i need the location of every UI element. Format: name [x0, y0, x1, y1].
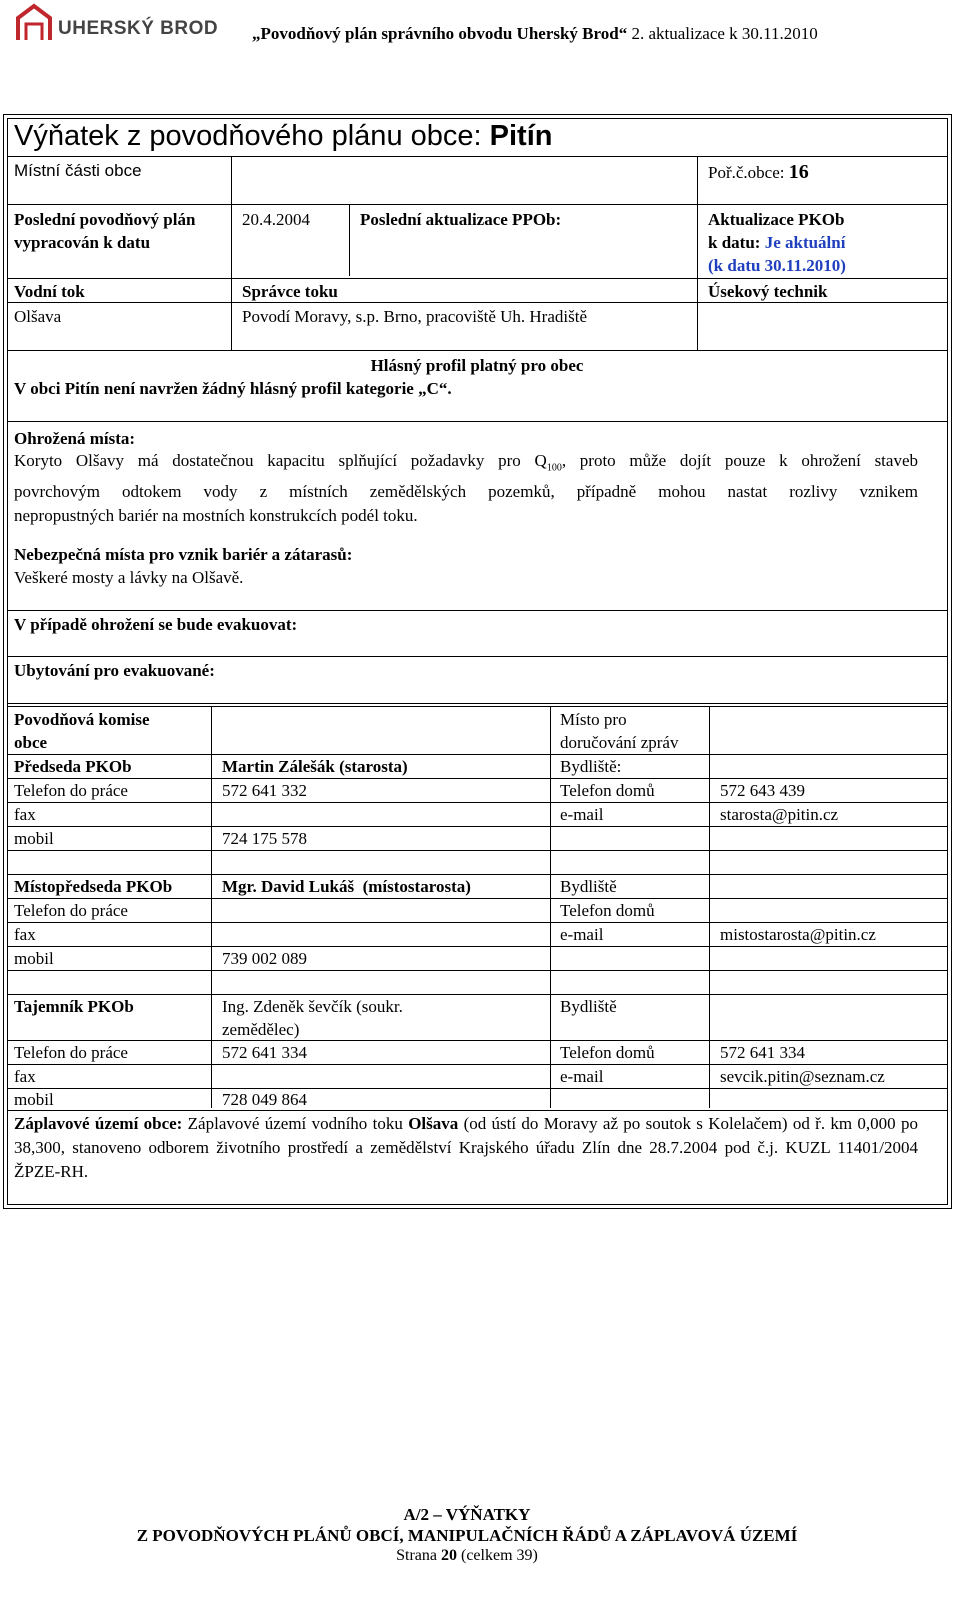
spravce-toku-value: Povodí Moravy, s.p. Brno, pracoviště Uh. Hradiště	[242, 307, 587, 326]
tajemnik-fax-label: fax	[14, 1067, 36, 1086]
divider	[231, 156, 232, 204]
divider	[349, 204, 350, 276]
divider	[709, 706, 710, 1108]
mistopredseda-bydliste: Bydliště	[560, 877, 617, 896]
predseda-mobil-label: mobil	[14, 829, 54, 848]
predseda-fax-label: fax	[14, 805, 36, 824]
divider	[7, 421, 947, 422]
page-title-prefix: Výňatek z povodňového plánu obce:	[14, 120, 490, 152]
ohrozena-text-sub: 100	[546, 462, 562, 474]
divider	[7, 156, 947, 157]
mistopredseda-role: Místopředseda PKOb	[14, 877, 173, 896]
evakuovat-label: V případě ohrožení se bude evakuovat:	[14, 615, 298, 634]
mistni-casti-label: Místní části obce	[14, 161, 142, 180]
city-logo-icon	[14, 2, 58, 42]
zaplavove-tok: Olšava	[408, 1114, 459, 1133]
divider	[211, 706, 212, 1108]
divider	[7, 350, 947, 351]
mistopredseda-tel-prace-label: Telefon do práce	[14, 901, 128, 920]
mistopredseda-tel-domu-label: Telefon domů	[560, 901, 655, 920]
zaplavove-uzemi	[14, 1112, 918, 1184]
nebezpecna-text: Veškeré mosty a lávky na Olšavě.	[14, 568, 244, 587]
divider	[7, 302, 947, 303]
tajemnik-name: Ing. Zdeněk ševčík (soukr. zemědělec)	[222, 997, 403, 1039]
k-datu	[708, 231, 845, 254]
hlasny-profil-text: V obci Pitín není navržen žádný hlásný profil kategorie „C“.	[14, 379, 452, 398]
zaplavove-label: Záplavové území obce:	[14, 1114, 183, 1133]
ohrozena-text-c: povrchovým odtokem vody z místních zemědělských pozemků, případně mohou nastat rozlivy vznikem	[14, 482, 918, 502]
ohrozena-mista-text	[14, 449, 918, 528]
por-cislo	[708, 161, 809, 184]
mistopredseda-mobil-label: mobil	[14, 949, 54, 968]
divider	[7, 850, 947, 851]
divider	[697, 204, 698, 350]
logo-text: UHERSKÝ BROD	[58, 18, 219, 39]
divider	[7, 1088, 947, 1089]
tajemnik-tel-domu: 572 641 334	[720, 1043, 805, 1062]
ohrozena-text-d: nepropustných bariér na mostních konstrukcích podél toku.	[14, 506, 418, 526]
posledni-plan-date: 20.4.2004	[242, 210, 310, 229]
predseda-tel-prace-label: Telefon do práce	[14, 781, 128, 800]
ohrozena-text-b: , proto může dojít pouze k ohrožení staveb	[561, 451, 919, 470]
tajemnik-tel-domu-label: Telefon domů	[560, 1043, 655, 1062]
divider	[7, 204, 947, 205]
zaplavove-text-b: (od ústí do Moravy až po soutok s Kolelačem) od ř. km 0,000 po 38,300, stanoveno odborem životního prostředí a zemědělství Krajského úřadu Zlín dne 28.7.2004 pod č.j. KUZL 11401/2004 ŽPZE-RH.	[14, 1114, 919, 1181]
hlasny-profil-heading: Hlásný profil platný pro obec	[370, 356, 584, 375]
tajemnik-email-label: e-mail	[560, 1067, 604, 1086]
tajemnik-tel-prace: 572 641 334	[222, 1043, 307, 1062]
ohrozena-text-a: Koryto Olšavy má dostatečnou kapacitu splňující požadavky pro Q	[14, 451, 547, 470]
povodnova-komise-label: Povodňová komise obce	[14, 710, 150, 752]
tajemnik-email: sevcik.pitin@seznam.cz	[720, 1067, 885, 1086]
posledni-plan-label: Poslední povodňový plán vypracován k datu	[14, 210, 196, 252]
spravce-toku-label: Správce toku	[242, 282, 338, 301]
zaplavove-text-a: Záplavové území vodního toku	[182, 1114, 409, 1133]
footer-strana-label: Strana	[396, 1547, 441, 1564]
tajemnik-mobil-label: mobil	[14, 1090, 54, 1109]
predseda-name: Martin Zálešák (starosta)	[222, 757, 408, 776]
footer-strana-num: 20	[441, 1547, 457, 1564]
predseda-email-label: e-mail	[560, 805, 604, 824]
divider	[7, 826, 947, 827]
predseda-role: Předseda PKOb	[14, 757, 132, 776]
page-title-obec: Pitín	[489, 120, 553, 152]
mistopredseda-email-label: e-mail	[560, 925, 604, 944]
por-cislo-value: 16	[788, 161, 809, 183]
nebezpecna-label: Nebezpečná místa pro vznik bariér a zátarasů:	[14, 545, 353, 564]
divider	[7, 898, 947, 899]
divider	[231, 204, 232, 350]
page-title	[14, 120, 552, 153]
divider	[7, 610, 947, 611]
predseda-email: starosta@pitin.cz	[720, 805, 839, 824]
misto-pro-label: Místo pro doručování zpráv	[560, 710, 679, 752]
vodni-tok-value: Olšava	[14, 307, 62, 326]
tajemnik-bydliste: Bydliště	[560, 997, 617, 1016]
aktualizace-pkob-label: Aktualizace PKOb	[708, 210, 845, 229]
mistopredseda-email: mistostarosta@pitin.cz	[720, 925, 876, 944]
predseda-mobil: 724 175 578	[222, 829, 307, 848]
mistopredseda-mobil: 739 002 089	[222, 949, 307, 968]
divider	[7, 278, 947, 279]
header-title-bold: „Povodňový plán správního obvodu Uherský Brod“	[252, 24, 628, 43]
k-datu-label: k datu:	[708, 233, 765, 252]
mistopredseda-name-rest: (místostarosta)	[354, 877, 471, 896]
mistopredseda-name-bold: Mgr. David Lukáš	[222, 877, 355, 896]
divider	[7, 778, 947, 779]
k-datu-value: Je aktuální	[764, 233, 846, 252]
posledni-aktualizace-label: Poslední aktualizace PPOb:	[360, 210, 562, 229]
mistopredseda-fax-label: fax	[14, 925, 36, 944]
usekovy-technik-label: Úsekový technik	[708, 282, 828, 301]
tajemnik-mobil: 728 049 864	[222, 1090, 307, 1109]
footer-line1: A/2 – VÝŇATKY	[403, 1505, 531, 1524]
footer-page	[0, 1546, 934, 1566]
page-header	[0, 0, 960, 60]
predseda-tel-domu-label: Telefon domů	[560, 781, 655, 800]
ubytovani-label: Ubytování pro evakuované:	[14, 661, 215, 680]
divider	[7, 703, 947, 704]
header-title-rest: 2. aktualizace k 30.11.2010	[627, 24, 818, 43]
divider	[7, 706, 947, 707]
footer-strana-total: (celkem 39)	[457, 1547, 538, 1564]
header-title	[252, 24, 818, 44]
footer-line2: Z POVODŇOVÝCH PLÁNŮ OBCÍ, MANIPULAČNÍCH ŘÁDŮ A ZÁPLAVOVÁ ÚZEMÍ	[136, 1526, 798, 1545]
divider	[7, 970, 947, 971]
tajemnik-tel-prace-label: Telefon do práce	[14, 1043, 128, 1062]
divider	[550, 706, 551, 1108]
divider	[7, 994, 947, 995]
vodni-tok-label: Vodní tok	[14, 282, 85, 301]
divider	[7, 754, 947, 755]
divider	[7, 1110, 947, 1111]
predseda-tel-domu: 572 643 439	[720, 781, 805, 800]
tajemnik-role: Tajemník PKOb	[14, 997, 134, 1016]
divider	[697, 156, 698, 204]
ohrozena-mista-label: Ohrožená místa:	[14, 429, 136, 448]
divider	[7, 656, 947, 657]
predseda-tel-prace: 572 641 332	[222, 781, 307, 800]
por-cislo-label: Poř.č.obce:	[708, 163, 789, 182]
k-datu-note: (k datu 30.11.2010)	[708, 256, 846, 275]
mistopredseda-name	[222, 875, 471, 898]
predseda-bydliste: Bydliště:	[560, 757, 622, 776]
divider	[7, 1040, 947, 1041]
divider	[7, 946, 947, 947]
